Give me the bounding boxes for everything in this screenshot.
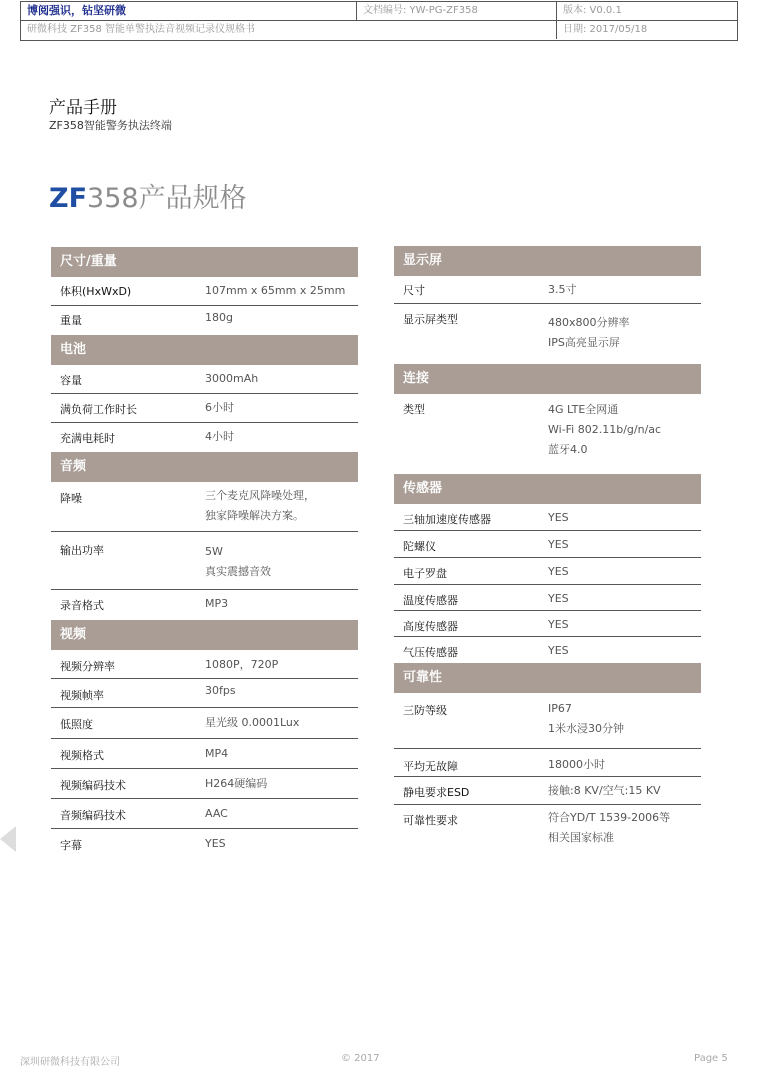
spec-row xyxy=(51,769,358,799)
doc-date: 日期: 2017/05/18 xyxy=(556,21,737,39)
spec-heading-prefix: ZF xyxy=(49,183,88,214)
page-title: 产品手册 xyxy=(49,98,117,118)
spec-heading xyxy=(49,176,247,215)
spec-key: 类型 xyxy=(403,403,425,416)
section-header-battery: 电池 xyxy=(51,335,358,365)
spec-value: 3000mAh xyxy=(205,372,259,385)
spec-row xyxy=(51,739,358,769)
spec-key: 视频编码技术 xyxy=(60,779,126,792)
spec-key: 温度传感器 xyxy=(403,594,458,607)
spec-key: 视频帧率 xyxy=(60,689,104,702)
spec-row xyxy=(51,394,358,423)
doc-version: 版本: V0.0.1 xyxy=(556,2,737,20)
spec-value: 星光级 0.0001Lux xyxy=(205,716,300,729)
spec-key: 显示屏类型 xyxy=(403,313,458,326)
spec-value-line-1: 符合YD/T 1539-2006等 xyxy=(548,811,671,824)
spec-key: 录音格式 xyxy=(60,599,104,612)
spec-value: 4小时 xyxy=(205,430,234,443)
spec-row xyxy=(51,306,358,335)
spec-value-line-1: 4G LTE全网通 xyxy=(548,403,619,416)
spec-key: 气压传感器 xyxy=(403,646,458,659)
page-subtitle: ZF358智能警务执法终端 xyxy=(49,119,172,132)
header-row-1 xyxy=(21,2,737,21)
spec-row xyxy=(51,679,358,708)
spec-key: 字幕 xyxy=(60,839,82,852)
spec-value: 107mm x 65mm x 25mm xyxy=(205,284,346,297)
spec-value: MP4 xyxy=(205,747,229,760)
spec-row xyxy=(394,637,701,663)
spec-key: 视频分辨率 xyxy=(60,660,115,673)
spec-row xyxy=(51,365,358,394)
spec-value: YES xyxy=(205,837,226,850)
spec-row xyxy=(394,693,701,749)
spec-value-line-2: 独家降噪解决方案。 xyxy=(205,509,304,522)
doc-number: 文档编号: YW-PG-ZF358 xyxy=(356,2,556,20)
spec-value: 6小时 xyxy=(205,401,234,414)
spec-value-line-2: Wi-Fi 802.11b/g/n/ac xyxy=(548,423,662,436)
spec-key: 可靠性要求 xyxy=(403,814,458,827)
spec-value-line-2: IPS高亮显示屏 xyxy=(548,336,620,349)
spec-value: 3.5寸 xyxy=(548,283,577,296)
spec-value: YES xyxy=(548,565,569,578)
spec-key: 容量 xyxy=(60,374,82,387)
previous-page-arrow-icon[interactable] xyxy=(0,826,16,852)
spec-row xyxy=(51,708,358,739)
section-header-display: 显示屏 xyxy=(394,246,701,276)
spec-row xyxy=(51,650,358,679)
spec-key: 平均无故障 xyxy=(403,760,458,773)
spec-row xyxy=(394,805,701,851)
spec-value-line-2: 1米水浸30分钟 xyxy=(548,722,624,735)
spec-value: YES xyxy=(548,511,569,524)
document-header-table xyxy=(20,1,738,41)
spec-value-line-1: 三个麦克风降噪处理， xyxy=(205,489,315,502)
spec-row xyxy=(394,585,701,611)
spec-key: 低照度 xyxy=(60,718,93,731)
spec-row xyxy=(394,304,701,364)
spec-row xyxy=(51,423,358,452)
spec-row xyxy=(394,558,701,585)
spec-value: AAC xyxy=(205,807,228,820)
spec-key: 尺寸 xyxy=(403,284,425,297)
spec-value: 18000小时 xyxy=(548,758,605,771)
spec-value-line-3: 蓝牙4.0 xyxy=(548,443,588,456)
spec-key: 高度传感器 xyxy=(403,620,458,633)
spec-key: 降噪 xyxy=(60,492,82,505)
spec-key: 视频格式 xyxy=(60,749,104,762)
slogan: 博阅强识，钻坚研微 xyxy=(27,4,126,17)
footer-copyright: © 2017 xyxy=(341,1053,380,1064)
spec-column-right xyxy=(394,246,701,851)
section-header-audio: 音频 xyxy=(51,452,358,482)
header-row-2 xyxy=(21,21,737,39)
spec-value: MP3 xyxy=(205,597,229,610)
spec-key: 体积(HxWxD) xyxy=(60,285,132,298)
spec-row xyxy=(51,277,358,306)
spec-value-line-1: IP67 xyxy=(548,702,572,715)
footer-company: 深圳研微科技有限公司 xyxy=(20,1057,120,1068)
spec-value: H264硬编码 xyxy=(205,777,268,790)
spec-key: 输出功率 xyxy=(60,544,104,557)
spec-value: YES xyxy=(548,592,569,605)
spec-row xyxy=(394,394,701,474)
spec-key: 陀螺仪 xyxy=(403,540,436,553)
spec-value: YES xyxy=(548,644,569,657)
spec-key: 满负荷工作时长 xyxy=(60,403,137,416)
spec-column-left xyxy=(51,247,358,859)
spec-value-line-2: 相关国家标准 xyxy=(548,831,614,844)
spec-key: 电子罗盘 xyxy=(403,567,447,580)
spec-value-line-2: 真实震撼音效 xyxy=(205,565,271,578)
spec-value-line-1: 480x800分辨率 xyxy=(548,316,630,329)
spec-value-line-1: 5W xyxy=(205,545,223,558)
section-header-reliability: 可靠性 xyxy=(394,663,701,693)
spec-row xyxy=(51,590,358,620)
spec-row xyxy=(394,611,701,637)
spec-key: 三防等级 xyxy=(403,704,447,717)
spec-value: YES xyxy=(548,538,569,551)
section-header-video: 视频 xyxy=(51,620,358,650)
spec-row xyxy=(394,276,701,304)
section-header-connectivity: 连接 xyxy=(394,364,701,394)
spec-key: 音频编码技术 xyxy=(60,809,126,822)
spec-row xyxy=(51,799,358,829)
section-header-sensors: 传感器 xyxy=(394,474,701,504)
spec-value: 1080P，720P xyxy=(205,658,279,671)
section-header-size-weight: 尺寸/重量 xyxy=(51,247,358,277)
spec-row xyxy=(394,531,701,558)
spec-value: 30fps xyxy=(205,684,236,697)
doc-name: 研微科技 ZF358 智能单警执法音视频记录仪规格书 xyxy=(27,24,256,35)
spec-key: 三轴加速度传感器 xyxy=(403,513,491,526)
footer-page-number: Page 5 xyxy=(694,1053,728,1064)
spec-key: 重量 xyxy=(60,314,82,327)
spec-row xyxy=(394,749,701,777)
spec-value: YES xyxy=(548,618,569,631)
spec-row xyxy=(394,504,701,531)
spec-value: 接触:8 KV/空气:15 KV xyxy=(548,784,661,797)
spec-value: 180g xyxy=(205,311,233,324)
spec-row xyxy=(51,829,358,859)
spec-row xyxy=(51,532,358,590)
spec-heading-rest: 358产品规格 xyxy=(87,183,247,214)
spec-key: 充满电耗时 xyxy=(60,432,115,445)
spec-row xyxy=(51,482,358,532)
spec-key: 静电要求ESD xyxy=(403,786,470,799)
spec-row xyxy=(394,777,701,805)
